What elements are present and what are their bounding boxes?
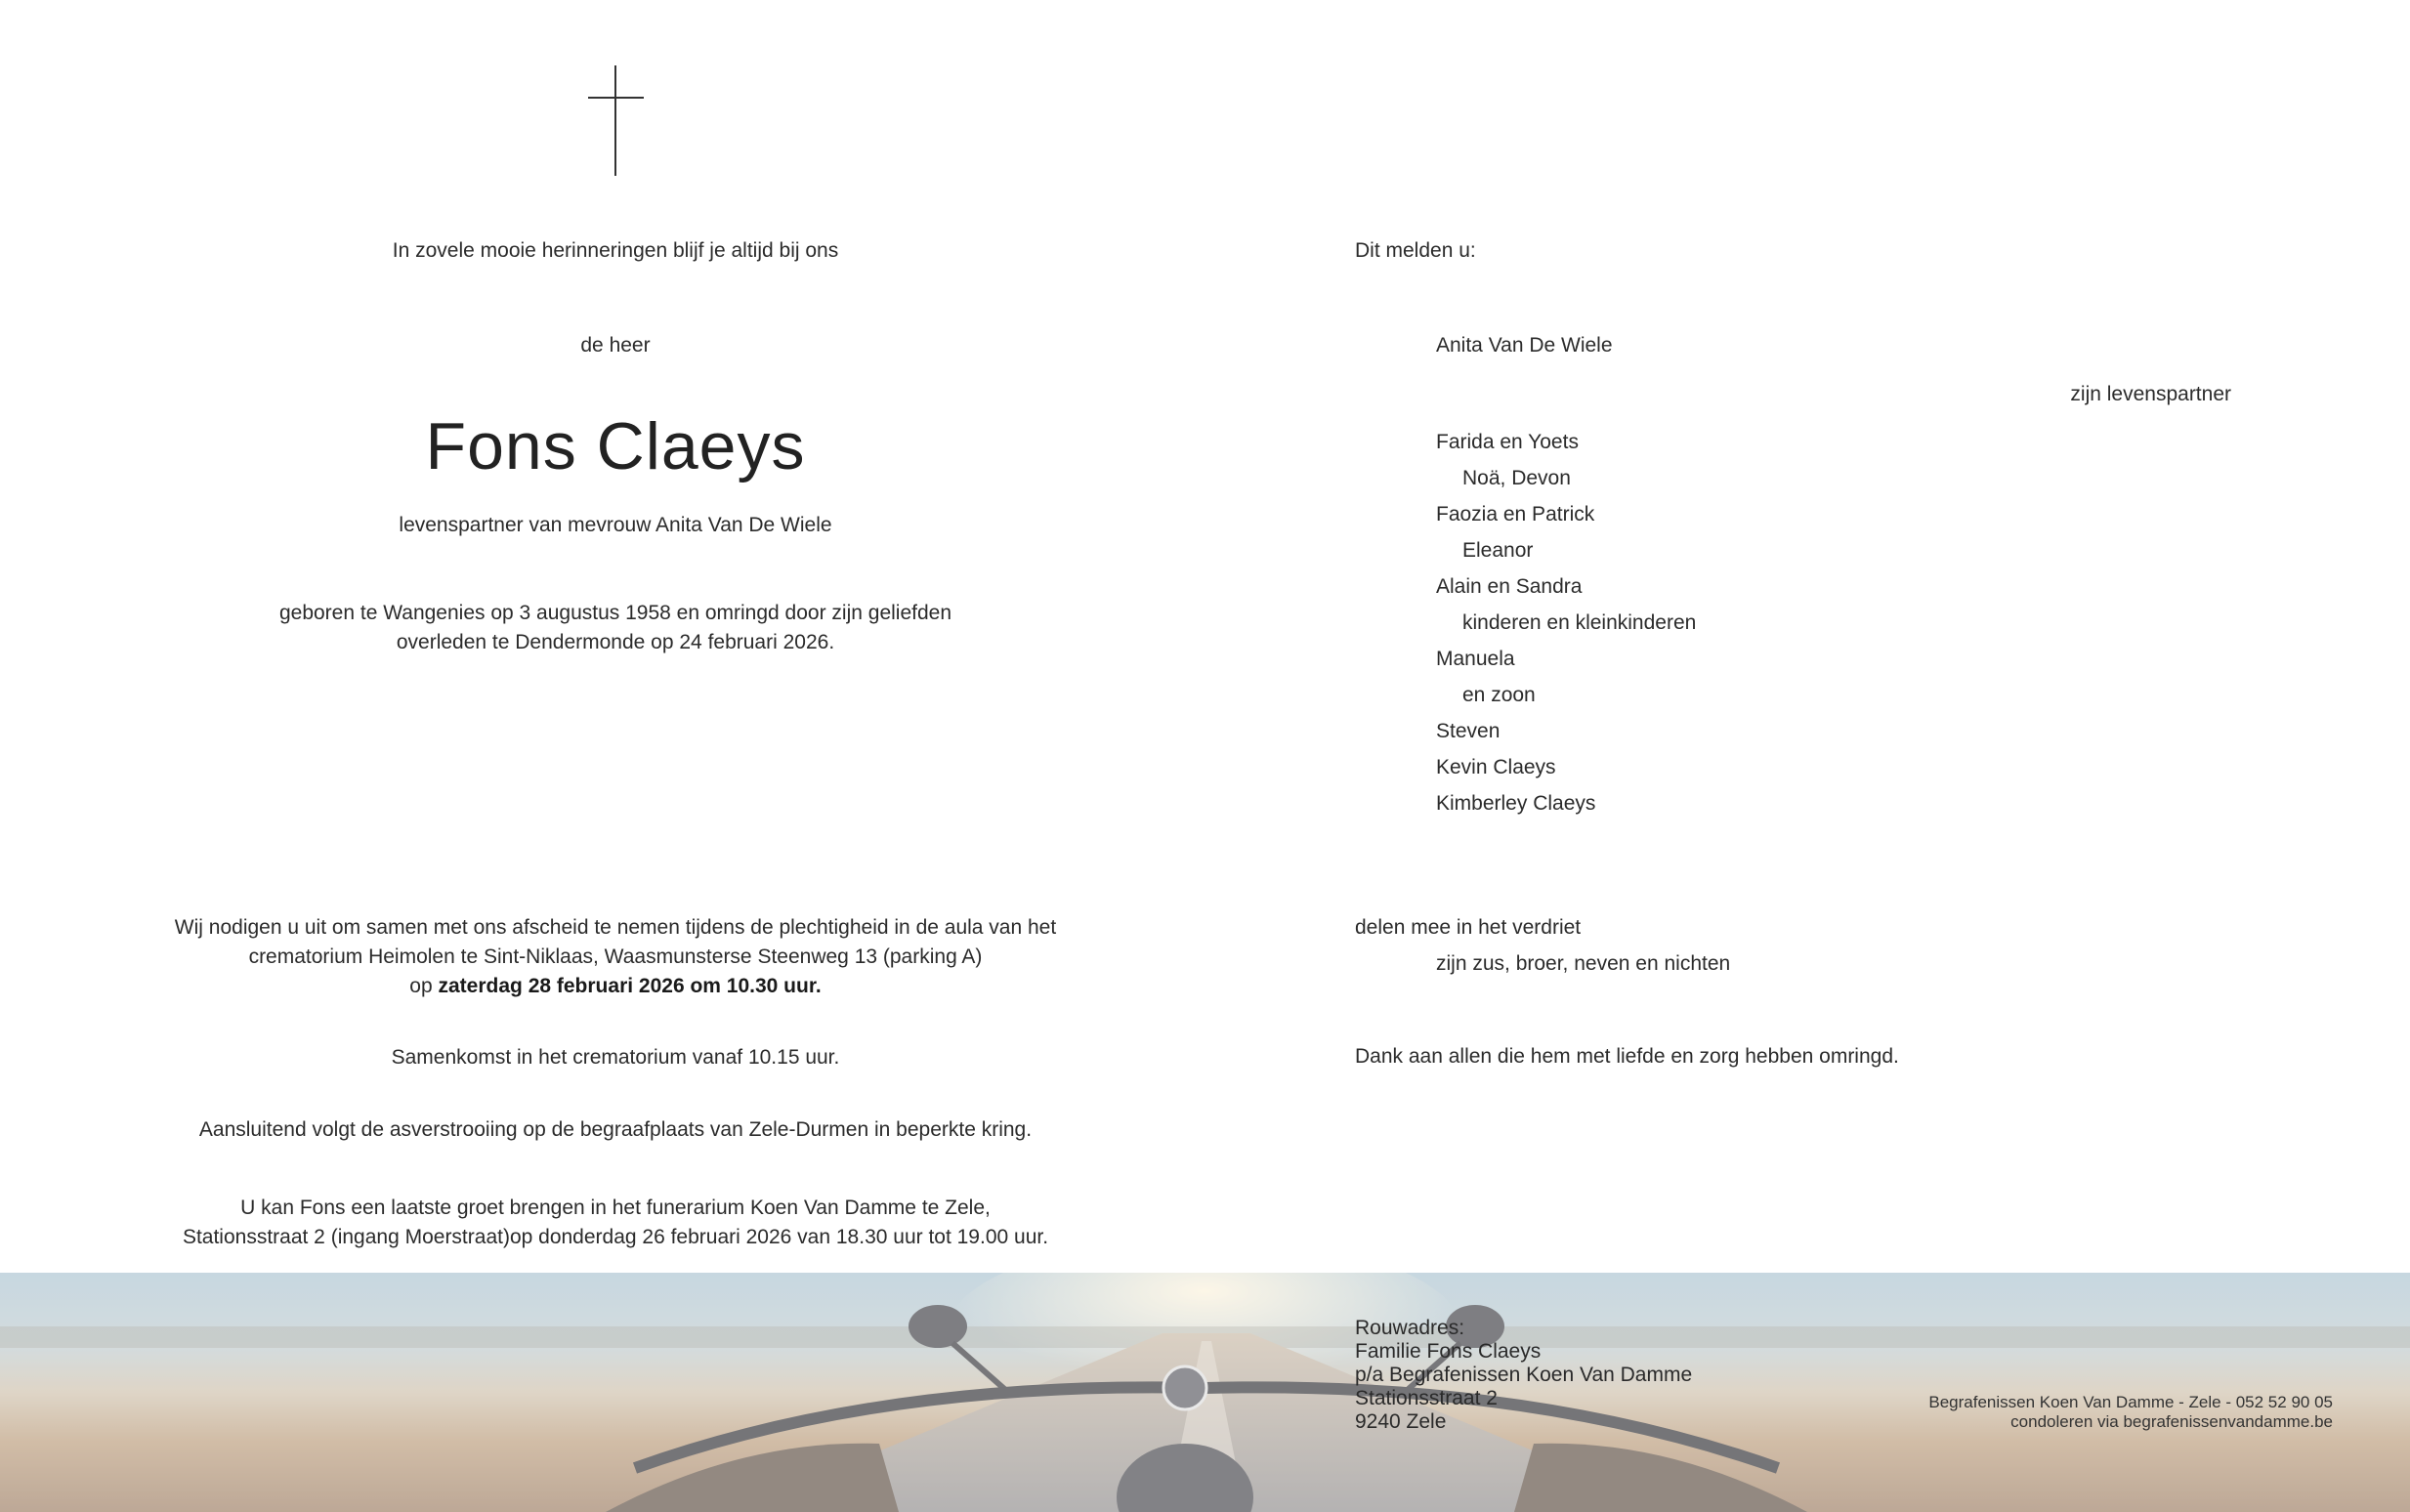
family-item: Manuela bbox=[1436, 648, 1515, 670]
invite-line-1: Wij nodigen u uit om samen met ons afscheid te nemen tijdens de plechtigheid in de aula van het bbox=[174, 916, 1057, 939]
gathering-line: Samenkomst in het crematorium vanaf 10.15 uur. bbox=[391, 1046, 840, 1069]
birth-line: geboren te Wangenies op 3 augustus 1958 en omringd door zijn geliefden bbox=[278, 602, 952, 624]
relatives-line: zijn zus, broer, neven en nichten bbox=[1436, 952, 1731, 975]
family-item: Eleanor bbox=[1462, 539, 1534, 562]
address-line-1: Familie Fons Claeys bbox=[1355, 1340, 1542, 1363]
death-line: overleden te Dendermonde op 24 februari 2026. bbox=[396, 631, 835, 653]
visit-line-1: U kan Fons een laatste groet brengen in het funerarium Koen Van Damme te Zele, bbox=[240, 1197, 991, 1219]
family-item: Farida en Yoets bbox=[1436, 431, 1579, 453]
partner-role: zijn levenspartner bbox=[2070, 383, 2231, 405]
family-item: en zoon bbox=[1462, 684, 1536, 706]
family-item: kinderen en kleinkinderen bbox=[1462, 611, 1697, 634]
family-item: Kevin Claeys bbox=[1436, 756, 1556, 778]
partner-line: levenspartner van mevrouw Anita Van De Wiele bbox=[399, 514, 832, 536]
title-honorific: de heer bbox=[580, 334, 651, 357]
address-line-3: Stationsstraat 2 bbox=[1355, 1387, 1498, 1409]
share-grief: delen mee in het verdriet bbox=[1355, 916, 1582, 939]
thanks-line: Dank aan allen die hem met liefde en zorg hebben omringd. bbox=[1355, 1045, 1899, 1068]
scattering-line: Aansluitend volgt de asverstrooiing op de begraafplaats van Zele-Durmen in beperkte kring. bbox=[198, 1118, 1033, 1141]
family-item: Steven bbox=[1436, 720, 1501, 742]
visit-line-2: Stationsstraat 2 (ingang Moerstraat)op donderdag 26 februari 2026 van 18.30 uur tot 19.00 uur. bbox=[182, 1226, 1049, 1248]
family-item: Alain en Sandra bbox=[1436, 575, 1583, 598]
invite-prefix: op bbox=[409, 975, 439, 997]
funeral-home-footer bbox=[1928, 1393, 2333, 1432]
mourning-address bbox=[1355, 1317, 1692, 1434]
address-label: Rouwadres: bbox=[1355, 1317, 1465, 1339]
funeral-home-contact: Begrafenissen Koen Van Damme - Zele - 052 52 90 05 bbox=[1928, 1393, 2333, 1411]
family-item: Kimberley Claeys bbox=[1436, 792, 1596, 815]
family-item: Faozia en Patrick bbox=[1436, 503, 1595, 525]
announce-intro: Dit melden u: bbox=[1355, 239, 1476, 262]
deceased-name: Fons Claeys bbox=[425, 409, 806, 483]
family-item: Noä, Devon bbox=[1462, 467, 1571, 489]
ceremony-datetime: zaterdag 28 februari 2026 om 10.30 uur. bbox=[438, 975, 822, 997]
partner-name: Anita Van De Wiele bbox=[1436, 334, 1613, 357]
invite-line-3 bbox=[98, 972, 1133, 1001]
condolence-link[interactable]: condoleren via begrafenissenvandamme.be bbox=[2010, 1412, 2333, 1431]
quote: In zovele mooie herinneringen blijf je altijd bij ons bbox=[392, 239, 839, 262]
address-line-4: 9240 Zele bbox=[1355, 1410, 1447, 1433]
invite-line-2: crematorium Heimolen te Sint-Niklaas, Waasmunsterse Steenweg 13 (parking A) bbox=[248, 945, 983, 968]
address-line-2: p/a Begrafenissen Koen Van Damme bbox=[1355, 1364, 1693, 1386]
